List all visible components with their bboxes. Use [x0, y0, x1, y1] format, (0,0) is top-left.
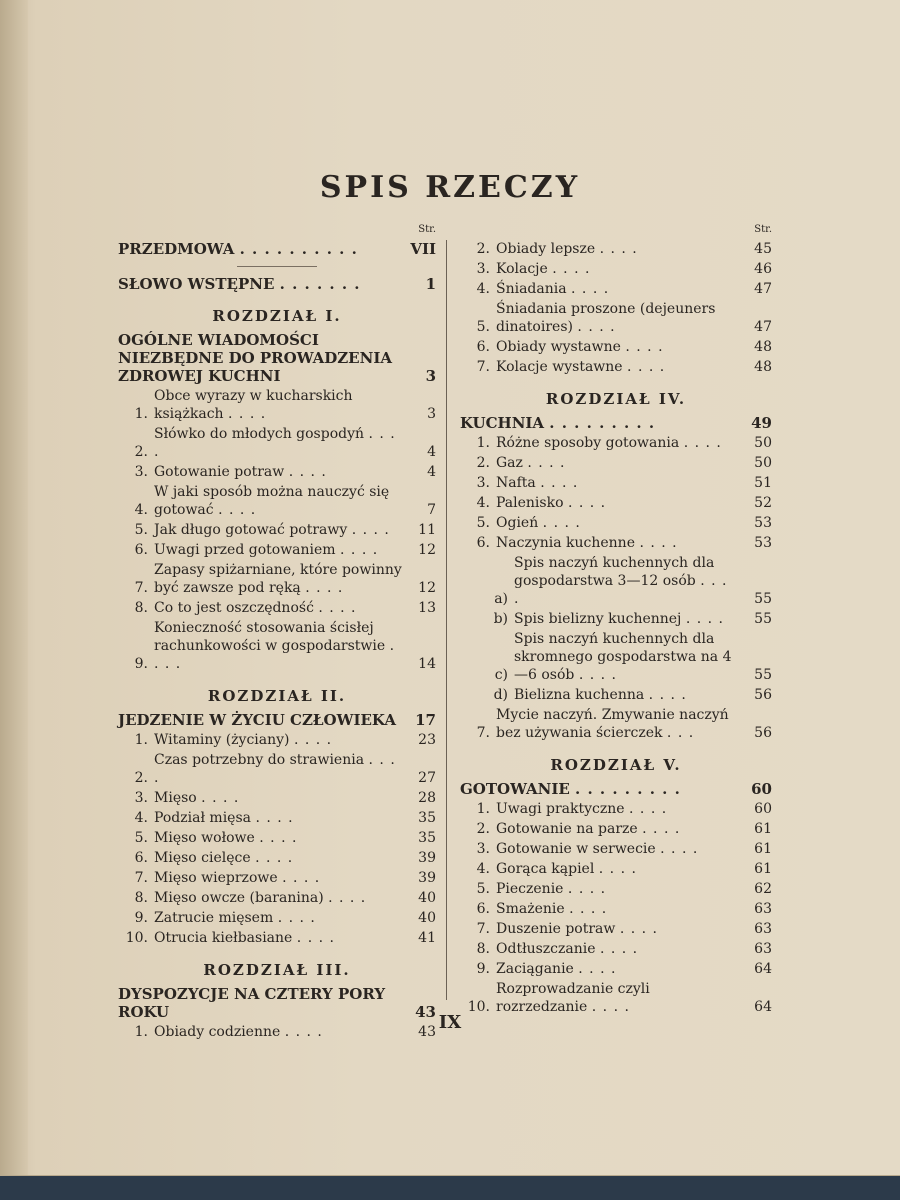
- toc-entry: [118, 387, 436, 423]
- entry-number: 2.: [476, 241, 490, 257]
- toc-entry: [118, 889, 436, 907]
- chapter-title-1: [118, 331, 436, 385]
- page-number: 48: [754, 359, 772, 375]
- page-number: 40: [418, 890, 436, 906]
- entry-text: Śniadania proszone (dejeuners dinatoires) . . . .: [496, 301, 716, 335]
- entry-text: Kolacje . . . .: [496, 261, 591, 277]
- toc-entry: [460, 434, 772, 452]
- toc-entry: [460, 494, 772, 512]
- page-number: 50: [754, 455, 772, 471]
- page-number: 39: [418, 850, 436, 866]
- entry-text: Czas potrzebny do strawienia . . . .: [154, 752, 396, 786]
- entry-text: Mięso wieprzowe . . . .: [154, 870, 321, 886]
- page-number: 1: [425, 275, 436, 293]
- toc-entry: [118, 751, 436, 787]
- toc-entry: [460, 820, 772, 838]
- entry-number: 3.: [476, 475, 490, 491]
- page-number: 64: [754, 999, 772, 1015]
- entry-text: Mięso owcze (baranina) . . . .: [154, 890, 367, 906]
- chapter-3-continued-list: [460, 240, 772, 376]
- page-number: 63: [754, 941, 772, 957]
- entry-number: 8.: [476, 941, 490, 957]
- left-column: [118, 222, 436, 1043]
- entry-number: 3.: [476, 841, 490, 857]
- toc-entry: [118, 561, 436, 597]
- toc-entry: [460, 454, 772, 472]
- page-number: 14: [418, 656, 436, 672]
- toc-entry: [460, 840, 772, 858]
- page-number: 53: [754, 535, 772, 551]
- entry-number: d): [493, 687, 508, 703]
- entry-number: 3.: [476, 261, 490, 277]
- toc-entry: [460, 260, 772, 278]
- toc-entry-przedmowa: PRZEDMOWA . . . . . . . . . . VII: [118, 240, 436, 258]
- chapter-heading-4: ROZDZIAŁ IV.: [545, 390, 687, 408]
- entry-text: KUCHNIA: [460, 414, 545, 432]
- entry-number: 10.: [125, 930, 148, 946]
- entry-number: 5.: [476, 881, 490, 897]
- entry-text: Odtłuszczanie . . . .: [496, 941, 639, 957]
- chapter-1-list: [118, 387, 436, 673]
- entry-text: Palenisko . . . .: [496, 495, 607, 511]
- entry-text: Uwagi praktyczne . . . .: [496, 801, 668, 817]
- chapter-title-4: KUCHNIA . . . . . . . . . 49: [460, 414, 772, 432]
- toc-entry: [118, 619, 436, 673]
- right-column: [460, 222, 772, 1018]
- toc-entry: [460, 900, 772, 918]
- page-number: 7: [427, 502, 436, 518]
- page-number: 43: [415, 1003, 436, 1021]
- page-number: 55: [754, 667, 772, 683]
- page-number: 45: [754, 241, 772, 257]
- page-number: 35: [418, 810, 436, 826]
- page-number: 49: [751, 414, 772, 432]
- toc-entry: [460, 800, 772, 818]
- toc-entry: [118, 521, 436, 539]
- entry-number: 1.: [476, 435, 490, 451]
- entry-number: 7.: [476, 725, 490, 741]
- entry-text: OGÓLNE WIADOMOŚCI NIEZBĘDNE DO PROWADZENIA ZDROWEJ KUCHNI: [118, 331, 392, 385]
- chapter-4-sublist: [460, 554, 772, 704]
- entry-number: 2.: [476, 821, 490, 837]
- toc-entry: [486, 630, 772, 684]
- entry-text: Naczynia kuchenne . . . .: [496, 535, 678, 551]
- page-number: 27: [418, 770, 436, 786]
- entry-text: Podział mięsa . . . .: [154, 810, 294, 826]
- toc-entry: [118, 541, 436, 559]
- entry-number: 7.: [134, 870, 148, 886]
- entry-text: Bielizna kuchenna . . . .: [514, 687, 687, 703]
- page-number: 46: [754, 261, 772, 277]
- entry-text: Mięso . . . .: [154, 790, 240, 806]
- entry-number: 5.: [134, 830, 148, 846]
- entry-text: Słówko do młodych gospodyń . . . .: [154, 426, 396, 460]
- entry-text: Gotowanie w serwecie . . . .: [496, 841, 699, 857]
- entry-text: Ogień . . . .: [496, 515, 581, 531]
- entry-text: Gotowanie na parze . . . .: [496, 821, 681, 837]
- entry-text: Otrucia kiełbasiane . . . .: [154, 930, 335, 946]
- entry-number: 3.: [134, 464, 148, 480]
- str-label: Str.: [418, 224, 436, 235]
- entry-text: Śniadania . . . .: [496, 281, 610, 297]
- entry-text: Uwagi przed gotowaniem . . . .: [154, 542, 379, 558]
- toc-entry: [486, 686, 772, 704]
- entry-text: Gotowanie potraw . . . .: [154, 464, 327, 480]
- toc-entry: [460, 920, 772, 938]
- page-number: 41: [418, 930, 436, 946]
- entry-text: Rozprowadzanie czyli rozrzedzanie . . . .: [496, 981, 650, 1015]
- toc-entry: [460, 860, 772, 878]
- page-number: 56: [754, 725, 772, 741]
- entry-text: Obiady wystawne . . . .: [496, 339, 664, 355]
- entry-text: Jak długo gotować potrawy . . . .: [154, 522, 390, 538]
- page-number: 63: [754, 901, 772, 917]
- entry-number: 4.: [134, 810, 148, 826]
- toc-entry: 7. Mycie naczyń. Zmywanie naczyń bez używania ścierczek . . . 56: [460, 706, 772, 742]
- toc-entry: [118, 789, 436, 807]
- page-number: 53: [754, 515, 772, 531]
- page-number: 51: [754, 475, 772, 491]
- page-number: 61: [754, 821, 772, 837]
- page-number: 62: [754, 881, 772, 897]
- page-number: 13: [418, 600, 436, 616]
- entry-number: 7.: [134, 580, 148, 596]
- toc-entry: [460, 534, 772, 552]
- entry-number: 8.: [134, 600, 148, 616]
- toc-entry: [118, 425, 436, 461]
- toc-entry: [460, 338, 772, 356]
- toc-entry: [118, 731, 436, 749]
- entry-text: Zaciąganie . . . .: [496, 961, 617, 977]
- entry-text: Spis naczyń kuchennych dla skromnego gospodarstwa na 4—6 osób . . . .: [514, 631, 732, 683]
- page-number: 4: [427, 444, 436, 460]
- page-number: 60: [751, 780, 772, 798]
- page-number: 3: [427, 406, 436, 422]
- entry-number: 1.: [134, 1024, 148, 1040]
- page-number: 11: [418, 522, 436, 538]
- page-number: 60: [754, 801, 772, 817]
- entry-number: 3.: [134, 790, 148, 806]
- entry-text: Gorąca kąpiel . . . .: [496, 861, 637, 877]
- entry-number: 4.: [476, 495, 490, 511]
- entry-number: 6.: [134, 850, 148, 866]
- page-number: 52: [754, 495, 772, 511]
- entry-number: 4.: [476, 281, 490, 297]
- toc-entry: [460, 358, 772, 376]
- chapter-title-5: GOTOWANIE . . . . . . . . . 60: [460, 780, 772, 798]
- entry-number: 7.: [476, 921, 490, 937]
- page-number: 55: [754, 591, 772, 607]
- toc-entry: [460, 300, 772, 336]
- toc-entry: [118, 483, 436, 519]
- entry-text: Pieczenie . . . .: [496, 881, 607, 897]
- entry-number: 1.: [134, 732, 148, 748]
- page-number: 48: [754, 339, 772, 355]
- page-number: 61: [754, 841, 772, 857]
- toc-entry: [118, 829, 436, 847]
- toc-entry: [460, 960, 772, 978]
- page-number: 17: [415, 711, 436, 729]
- chapter-2-list: [118, 731, 436, 947]
- page-number: 64: [754, 961, 772, 977]
- chapter-title-2: [118, 711, 436, 729]
- entry-number: 4.: [134, 502, 148, 518]
- toc-entry: [118, 599, 436, 617]
- entry-text: Nafta . . . .: [496, 475, 579, 491]
- page-number: 12: [418, 542, 436, 558]
- page-number: 35: [418, 830, 436, 846]
- chapter-heading-1: ROZDZIAŁ I.: [212, 307, 342, 325]
- entry-number: 2.: [476, 455, 490, 471]
- entry-text: Obiady codzienne . . . .: [154, 1024, 323, 1040]
- page-number: 3: [425, 367, 436, 385]
- toc-entry: [118, 809, 436, 827]
- entry-text: JEDZENIE W ŻYCIU CZŁOWIEKA: [118, 711, 396, 729]
- toc-entry: [118, 909, 436, 927]
- page-number: 28: [418, 790, 436, 806]
- entry-number: 1.: [476, 801, 490, 817]
- separator: [237, 266, 317, 267]
- entry-number: b): [493, 611, 508, 627]
- toc-entry: [486, 554, 772, 608]
- chapter-heading-5: ROZDZIAŁ V.: [550, 756, 682, 774]
- page-number: 40: [418, 910, 436, 926]
- entry-text: Mycie naczyń. Zmywanie naczyń bez używania ścierczek: [496, 707, 729, 741]
- entry-text: Mięso wołowe . . . .: [154, 830, 298, 846]
- entry-text: W jaki sposób można nauczyć się gotować . . . .: [154, 484, 390, 518]
- entry-text: SŁOWO WSTĘPNE: [118, 275, 275, 293]
- entry-text: Konieczność stosowania ścisłej rachunkowości w gospodarstwie . . . .: [154, 620, 396, 672]
- entry-number: 6.: [476, 339, 490, 355]
- entry-number: 2.: [134, 770, 148, 786]
- page-number: 61: [754, 861, 772, 877]
- toc-entry: [460, 940, 772, 958]
- entry-number: 6.: [476, 535, 490, 551]
- toc-entry: [486, 610, 772, 628]
- entry-number: 5.: [476, 515, 490, 531]
- entry-text: Obce wyrazy w kucharskich książkach . . . .: [154, 388, 353, 422]
- page-title: SPIS RZECZY: [319, 170, 581, 205]
- entry-text: DYSPOZYCJE NA CZTERY PORY ROKU: [118, 985, 386, 1021]
- entry-text: Mięso cielęce . . . .: [154, 850, 294, 866]
- toc-entry: [118, 869, 436, 887]
- entry-text: Smażenie . . . .: [496, 901, 608, 917]
- chapter-5-list: [460, 800, 772, 1016]
- page-number: VII: [410, 240, 436, 258]
- toc-entry-slowo-wstepne: SŁOWO WSTĘPNE . . . . . . . 1: [118, 275, 436, 293]
- entry-text: Obiady lepsze . . . .: [496, 241, 638, 257]
- entry-number: c): [494, 667, 508, 683]
- entry-number: 7.: [476, 359, 490, 375]
- entry-number: 8.: [134, 890, 148, 906]
- entry-number: 5.: [134, 522, 148, 538]
- toc-entry: [118, 929, 436, 947]
- toc-entry: [460, 980, 772, 1016]
- toc-entry: [460, 240, 772, 258]
- entry-text: Zatrucie mięsem . . . .: [154, 910, 316, 926]
- entry-number: 1.: [134, 406, 148, 422]
- toc-entry: [118, 463, 436, 481]
- entry-text: Spis bielizny kuchennej . . . .: [514, 611, 725, 627]
- page-number: 55: [754, 611, 772, 627]
- entry-text: PRZEDMOWA: [118, 240, 235, 258]
- page-number: 56: [754, 687, 772, 703]
- page-number: 47: [754, 319, 772, 335]
- entry-text: Co to jest oszczędność . . . .: [154, 600, 357, 616]
- page-footer-numeral: IX: [438, 1012, 462, 1033]
- entry-number: 9.: [134, 910, 148, 926]
- entry-text: Kolacje wystawne . . . .: [496, 359, 666, 375]
- entry-text: GOTOWANIE: [460, 780, 570, 798]
- entry-number: 6.: [476, 901, 490, 917]
- entry-text: Zapasy spiżarniane, które powinny być zawsze pod ręką . . . .: [154, 562, 402, 596]
- toc-entry: [460, 514, 772, 532]
- entry-text: Witaminy (życiany) . . . .: [154, 732, 333, 748]
- page-number: 50: [754, 435, 772, 451]
- entry-text: Gaz . . . .: [496, 455, 566, 471]
- str-label: Str.: [754, 224, 772, 235]
- chapter-4-list: [460, 434, 772, 552]
- page-number: 43: [418, 1024, 436, 1040]
- page-number: 63: [754, 921, 772, 937]
- chapter-heading-3: ROZDZIAŁ III.: [203, 961, 351, 979]
- entry-number: 6.: [134, 542, 148, 558]
- entry-number: 9.: [134, 656, 148, 672]
- column-divider: [446, 240, 447, 1000]
- entry-text: Spis naczyń kuchennych dla gospodarstwa 3—12 osób . . . .: [514, 555, 728, 607]
- entry-number: 5.: [476, 319, 490, 335]
- toc-entry: [460, 474, 772, 492]
- entry-text: Różne sposoby gotowania . . . .: [496, 435, 722, 451]
- entry-text: Duszenie potraw . . . .: [496, 921, 658, 937]
- entry-number: 2.: [134, 444, 148, 460]
- toc-entry: [460, 880, 772, 898]
- page-number: 39: [418, 870, 436, 886]
- entry-number: 9.: [476, 961, 490, 977]
- entry-number: 4.: [476, 861, 490, 877]
- page-number: 12: [418, 580, 436, 596]
- entry-number: 10.: [467, 999, 490, 1015]
- entry-number: a): [494, 591, 508, 607]
- toc-entry: [460, 280, 772, 298]
- page-number: 47: [754, 281, 772, 297]
- toc-entry: [118, 849, 436, 867]
- page-number: 4: [427, 464, 436, 480]
- page-number: 23: [418, 732, 436, 748]
- chapter-heading-2: ROZDZIAŁ II.: [207, 687, 347, 705]
